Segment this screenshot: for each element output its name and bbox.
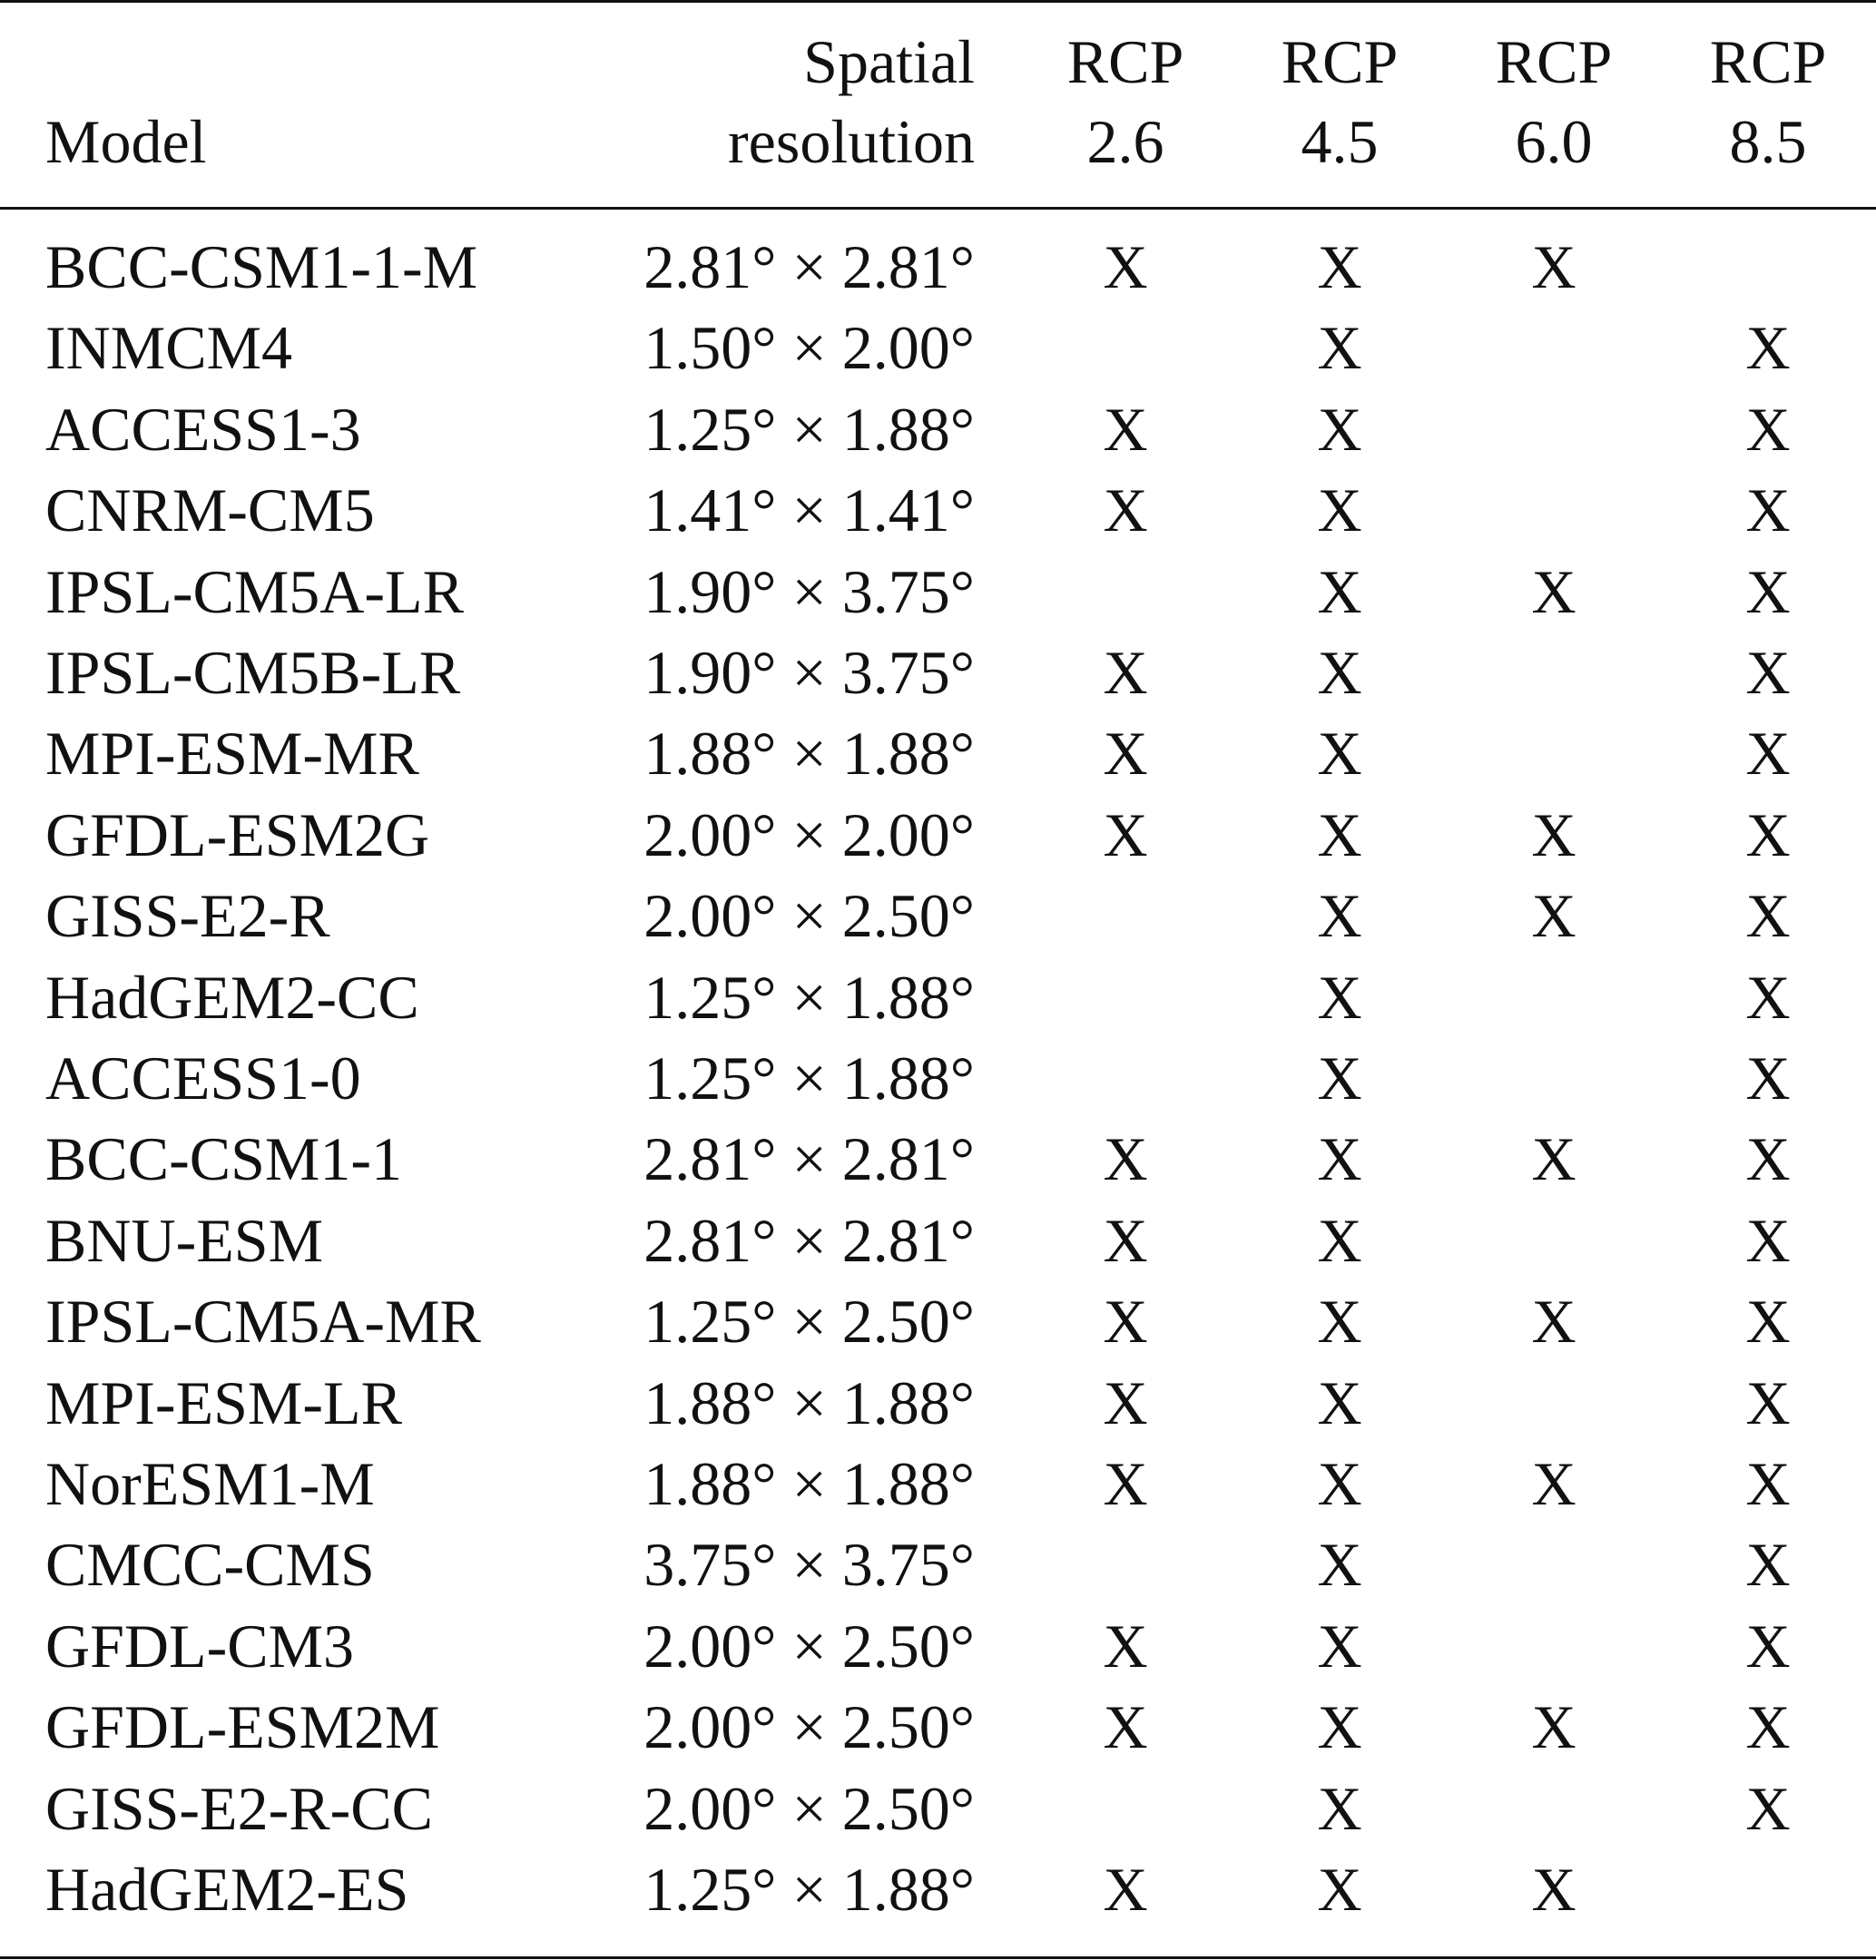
rcp-mark-cell: X xyxy=(1745,1287,1791,1356)
model-cell: GISS-E2-R-CC xyxy=(45,1774,433,1843)
rcp-mark-cell: X xyxy=(1745,1044,1791,1112)
resolution-cell: 1.88° × 1.88° xyxy=(643,1449,975,1518)
model-cell: IPSL-CM5B-LR xyxy=(45,638,461,707)
rcp-mark-cell xyxy=(1445,311,1663,384)
rcp-mark-cell: X xyxy=(1103,1692,1148,1761)
rcp-mark-cell: X xyxy=(1317,232,1362,301)
rcp-mark-cell: X xyxy=(1317,1692,1362,1761)
model-cell: GFDL-ESM2G xyxy=(45,800,430,869)
rcp-mark-cell: X xyxy=(1745,475,1791,544)
model-cell: IPSL-CM5A-LR xyxy=(45,557,464,626)
rcp-mark-cell: X xyxy=(1317,800,1362,869)
header-model: Model xyxy=(45,107,207,176)
header-rcp60-line1: RCP xyxy=(1495,27,1613,96)
rcp-mark-cell: X xyxy=(1531,1449,1576,1518)
rcp-mark-cell: X xyxy=(1103,232,1148,301)
model-cell: BCC-CSM1-1-M xyxy=(45,232,478,301)
rcp-mark-cell: X xyxy=(1317,1855,1362,1924)
rcp-mark-cell: X xyxy=(1745,1124,1791,1193)
rcp-mark-cell: X xyxy=(1317,1449,1362,1518)
resolution-cell: 2.81° × 2.81° xyxy=(643,232,975,301)
table-top-rule xyxy=(0,0,1876,3)
rcp-mark-cell xyxy=(1017,961,1234,1034)
model-cell: HadGEM2-ES xyxy=(45,1855,409,1924)
rcp-mark-cell: X xyxy=(1103,1287,1148,1356)
rcp-mark-cell xyxy=(1445,1772,1663,1845)
rcp-mark-cell: X xyxy=(1317,395,1362,464)
resolution-cell: 2.81° × 2.81° xyxy=(643,1206,975,1275)
rcp-mark-cell: X xyxy=(1531,232,1576,301)
rcp-mark-cell: X xyxy=(1317,881,1362,950)
model-cell: GFDL-CM3 xyxy=(45,1612,355,1681)
rcp-mark-cell: X xyxy=(1317,963,1362,1032)
rcp-mark-cell: X xyxy=(1317,1612,1362,1681)
rcp-mark-cell: X xyxy=(1103,1612,1148,1681)
resolution-cell: 2.00° × 2.50° xyxy=(643,1612,975,1681)
header-rcp60-line2: 6.0 xyxy=(1515,107,1593,176)
rcp-mark-cell: X xyxy=(1317,1044,1362,1112)
rcp-mark-cell xyxy=(1659,1853,1876,1926)
header-rcp45-line2: 4.5 xyxy=(1301,107,1379,176)
rcp-mark-cell: X xyxy=(1745,1368,1791,1437)
rcp-mark-cell: X xyxy=(1745,395,1791,464)
rcp-mark-cell: X xyxy=(1745,1612,1791,1681)
resolution-cell: 2.00° × 2.50° xyxy=(643,881,975,950)
resolution-cell: 1.90° × 3.75° xyxy=(643,557,975,626)
rcp-mark-cell xyxy=(1017,555,1234,628)
rcp-mark-cell: X xyxy=(1103,638,1148,707)
rcp-mark-cell: X xyxy=(1317,1124,1362,1193)
rcp-mark-cell xyxy=(1445,1042,1663,1114)
rcp-mark-cell: X xyxy=(1317,638,1362,707)
rcp-mark-cell: X xyxy=(1745,800,1791,869)
rcp-mark-cell: X xyxy=(1317,1530,1362,1599)
model-cell: CMCC-CMS xyxy=(45,1530,375,1599)
model-cell: HadGEM2-CC xyxy=(45,963,419,1032)
resolution-cell: 2.00° × 2.00° xyxy=(643,800,975,869)
model-cell: IPSL-CM5A-MR xyxy=(45,1287,481,1356)
model-cell: GISS-E2-R xyxy=(45,881,330,950)
rcp-mark-cell: X xyxy=(1745,1530,1791,1599)
table-header-rule xyxy=(0,207,1876,210)
resolution-cell: 2.00° × 2.50° xyxy=(643,1692,975,1761)
rcp-mark-cell xyxy=(1445,1610,1663,1682)
model-cell: GFDL-ESM2M xyxy=(45,1692,440,1761)
rcp-mark-cell: X xyxy=(1103,475,1148,544)
rcp-mark-cell xyxy=(1445,1367,1663,1439)
model-cell: ACCESS1-0 xyxy=(45,1044,361,1112)
rcp-mark-cell xyxy=(1445,1204,1663,1277)
header-resolution-line2: resolution xyxy=(728,107,975,176)
rcp-mark-cell: X xyxy=(1745,719,1791,788)
model-cell: INMCM4 xyxy=(45,313,293,382)
rcp-mark-cell: X xyxy=(1103,1124,1148,1193)
rcp-mark-cell xyxy=(1017,1042,1234,1114)
rcp-mark-cell: X xyxy=(1317,719,1362,788)
model-cell: CNRM-CM5 xyxy=(45,475,375,544)
rcp-mark-cell xyxy=(1017,1528,1234,1601)
resolution-cell: 1.25° × 1.88° xyxy=(643,1044,975,1112)
model-cell: MPI-ESM-LR xyxy=(45,1368,402,1437)
rcp-mark-cell: X xyxy=(1745,1449,1791,1518)
rcp-mark-cell: X xyxy=(1317,313,1362,382)
rcp-mark-cell: X xyxy=(1103,1368,1148,1437)
header-resolution-line1: Spatial xyxy=(803,27,975,96)
model-cell: NorESM1-M xyxy=(45,1449,375,1518)
model-cell: ACCESS1-3 xyxy=(45,395,361,464)
rcp-mark-cell xyxy=(1445,393,1663,466)
rcp-mark-cell: X xyxy=(1531,1124,1576,1193)
rcp-mark-cell: X xyxy=(1745,1206,1791,1275)
rcp-mark-cell: X xyxy=(1317,475,1362,544)
rcp-mark-cell xyxy=(1017,311,1234,384)
resolution-cell: 1.50° × 2.00° xyxy=(643,313,975,382)
rcp-mark-cell xyxy=(1445,1528,1663,1601)
rcp-mark-cell: X xyxy=(1745,963,1791,1032)
rcp-mark-cell: X xyxy=(1317,1287,1362,1356)
header-rcp85-line1: RCP xyxy=(1709,27,1827,96)
rcp-mark-cell: X xyxy=(1531,1855,1576,1924)
resolution-cell: 1.25° × 2.50° xyxy=(643,1287,975,1356)
rcp-mark-cell xyxy=(1017,879,1234,952)
rcp-mark-cell: X xyxy=(1531,1287,1576,1356)
rcp-mark-cell: X xyxy=(1745,557,1791,626)
resolution-cell: 1.41° × 1.41° xyxy=(643,475,975,544)
resolution-cell: 2.00° × 2.50° xyxy=(643,1774,975,1843)
rcp-mark-cell: X xyxy=(1745,881,1791,950)
rcp-mark-cell xyxy=(1445,717,1663,789)
resolution-cell: 1.88° × 1.88° xyxy=(643,719,975,788)
resolution-cell: 1.90° × 3.75° xyxy=(643,638,975,707)
rcp-mark-cell xyxy=(1445,474,1663,546)
header-rcp45-line1: RCP xyxy=(1281,27,1399,96)
rcp-mark-cell xyxy=(1445,636,1663,709)
rcp-mark-cell: X xyxy=(1103,1206,1148,1275)
rcp-mark-cell: X xyxy=(1103,800,1148,869)
rcp-mark-cell xyxy=(1445,961,1663,1034)
rcp-mark-cell: X xyxy=(1531,557,1576,626)
resolution-cell: 1.88° × 1.88° xyxy=(643,1368,975,1437)
rcp-mark-cell: X xyxy=(1317,1774,1362,1843)
rcp-mark-cell: X xyxy=(1103,395,1148,464)
resolution-cell: 2.81° × 2.81° xyxy=(643,1124,975,1193)
rcp-mark-cell: X xyxy=(1103,719,1148,788)
resolution-cell: 1.25° × 1.88° xyxy=(643,395,975,464)
rcp-mark-cell: X xyxy=(1745,313,1791,382)
table-bottom-rule xyxy=(0,1956,1876,1959)
rcp-mark-cell: X xyxy=(1531,1692,1576,1761)
resolution-cell: 1.25° × 1.88° xyxy=(643,1855,975,1924)
header-rcp85-line2: 8.5 xyxy=(1729,107,1807,176)
model-cell: BNU-ESM xyxy=(45,1206,324,1275)
rcp-mark-cell: X xyxy=(1317,1368,1362,1437)
rcp-mark-cell: X xyxy=(1103,1855,1148,1924)
rcp-mark-cell xyxy=(1659,230,1876,303)
header-rcp26-line2: 2.6 xyxy=(1086,107,1164,176)
rcp-mark-cell: X xyxy=(1317,1206,1362,1275)
rcp-mark-cell xyxy=(1017,1772,1234,1845)
rcp-mark-cell: X xyxy=(1531,800,1576,869)
rcp-mark-cell: X xyxy=(1103,1449,1148,1518)
resolution-cell: 3.75° × 3.75° xyxy=(643,1530,975,1599)
rcp-mark-cell: X xyxy=(1531,881,1576,950)
header-rcp26-line1: RCP xyxy=(1066,27,1184,96)
model-cell: MPI-ESM-MR xyxy=(45,719,419,788)
resolution-cell: 1.25° × 1.88° xyxy=(643,963,975,1032)
model-cell: BCC-CSM1-1 xyxy=(45,1124,402,1193)
rcp-mark-cell: X xyxy=(1745,1774,1791,1843)
rcp-mark-cell: X xyxy=(1317,557,1362,626)
rcp-mark-cell: X xyxy=(1745,1692,1791,1761)
rcp-mark-cell: X xyxy=(1745,638,1791,707)
